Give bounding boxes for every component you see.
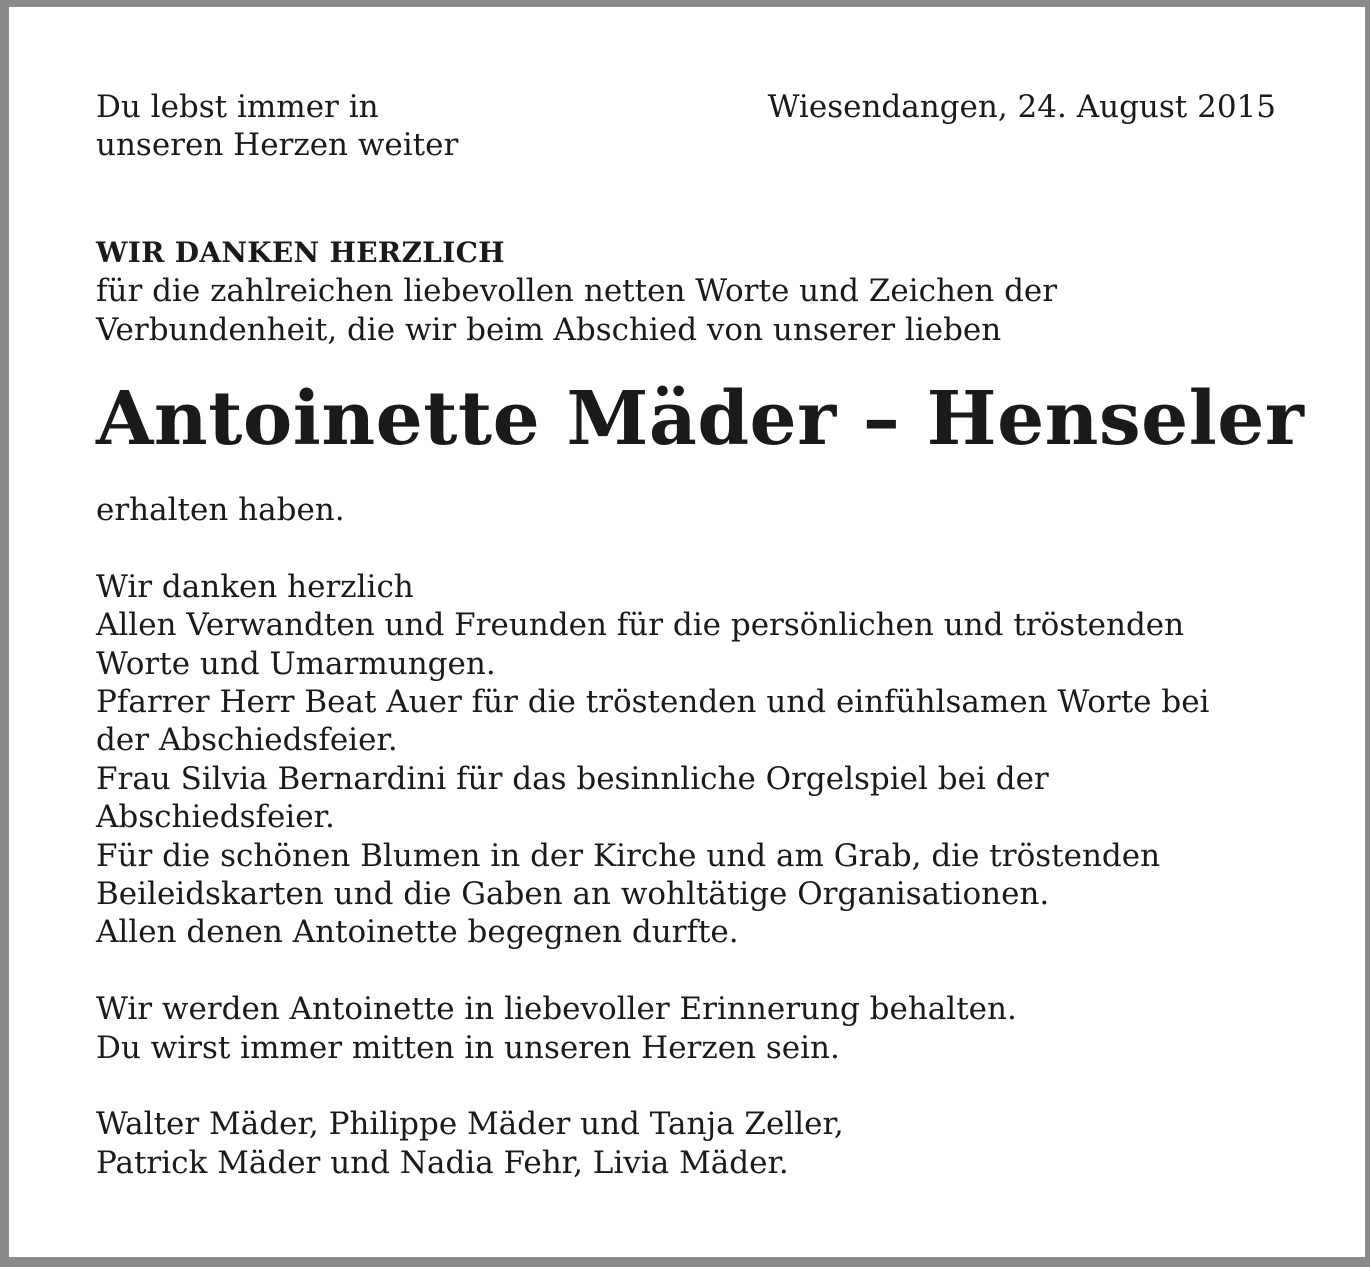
remembrance-line: Du wirst immer mitten in unseren Herzen sein.: [96, 1029, 840, 1066]
thanks-list-line: Abschiedsfeier.: [96, 799, 335, 836]
place-date-text: Wiesendangen, 24. August 2015: [767, 89, 1276, 125]
place-date: [768, 88, 1276, 126]
deceased-name: Antoinette Mäder – Henseler: [96, 376, 1305, 462]
intro-line: für die zahlreichen liebevollen netten Worte und Zeichen der: [96, 273, 1058, 310]
thanks-list-line: Für die schönen Blumen in der Kirche und am Grab, die tröstenden: [96, 837, 1161, 874]
body-text: [96, 491, 1209, 1182]
thanks-list-line: Pfarrer Herr Beat Auer für die tröstenden und einfühlsamen Worte bei: [96, 684, 1210, 721]
intro-line: Verbundenheit, die wir beim Abschied von unserer lieben: [96, 311, 1002, 348]
remembrance: [96, 990, 1209, 1067]
motto-line: unseren Herzen weiter: [96, 127, 459, 164]
spacer: [96, 1067, 1209, 1105]
signatories: [96, 1105, 1209, 1182]
motto: [96, 88, 458, 165]
signatory-line: Patrick Mäder und Nadia Fehr, Livia Mäder.: [96, 1144, 789, 1181]
thanks-list: [96, 568, 1209, 952]
thanks-list-line: Allen Verwandten und Freunden für die persönlichen und tröstenden: [96, 607, 1185, 644]
thanks-list-line: Worte und Umarmungen.: [96, 645, 496, 682]
thanks-list-line: der Abschiedsfeier.: [96, 722, 398, 759]
spacer: [96, 952, 1209, 990]
received-line: erhalten haben.: [96, 492, 345, 528]
thanks-list-line: Wir danken herzlich: [96, 568, 414, 605]
remembrance-line: Wir werden Antoinette in liebevoller Erinnerung behalten.: [96, 991, 1017, 1028]
thanks-list-line: Allen denen Antoinette begegnen durfte.: [96, 914, 739, 951]
thanks-list-line: Frau Silvia Bernardini für das besinnliche Orgelspiel bei der: [96, 760, 1049, 797]
spacer: [96, 529, 1209, 567]
thanks-list-line: Beileidskarten und die Gaben an wohltätige Organisationen.: [96, 876, 1050, 913]
signatory-line: Walter Mäder, Philippe Mäder und Tanja Zeller,: [96, 1106, 844, 1143]
thanks-heading: WIR DANKEN HERZLICH: [96, 236, 505, 269]
thanks-section: [96, 234, 1057, 349]
motto-line: Du lebst immer in: [96, 89, 379, 125]
